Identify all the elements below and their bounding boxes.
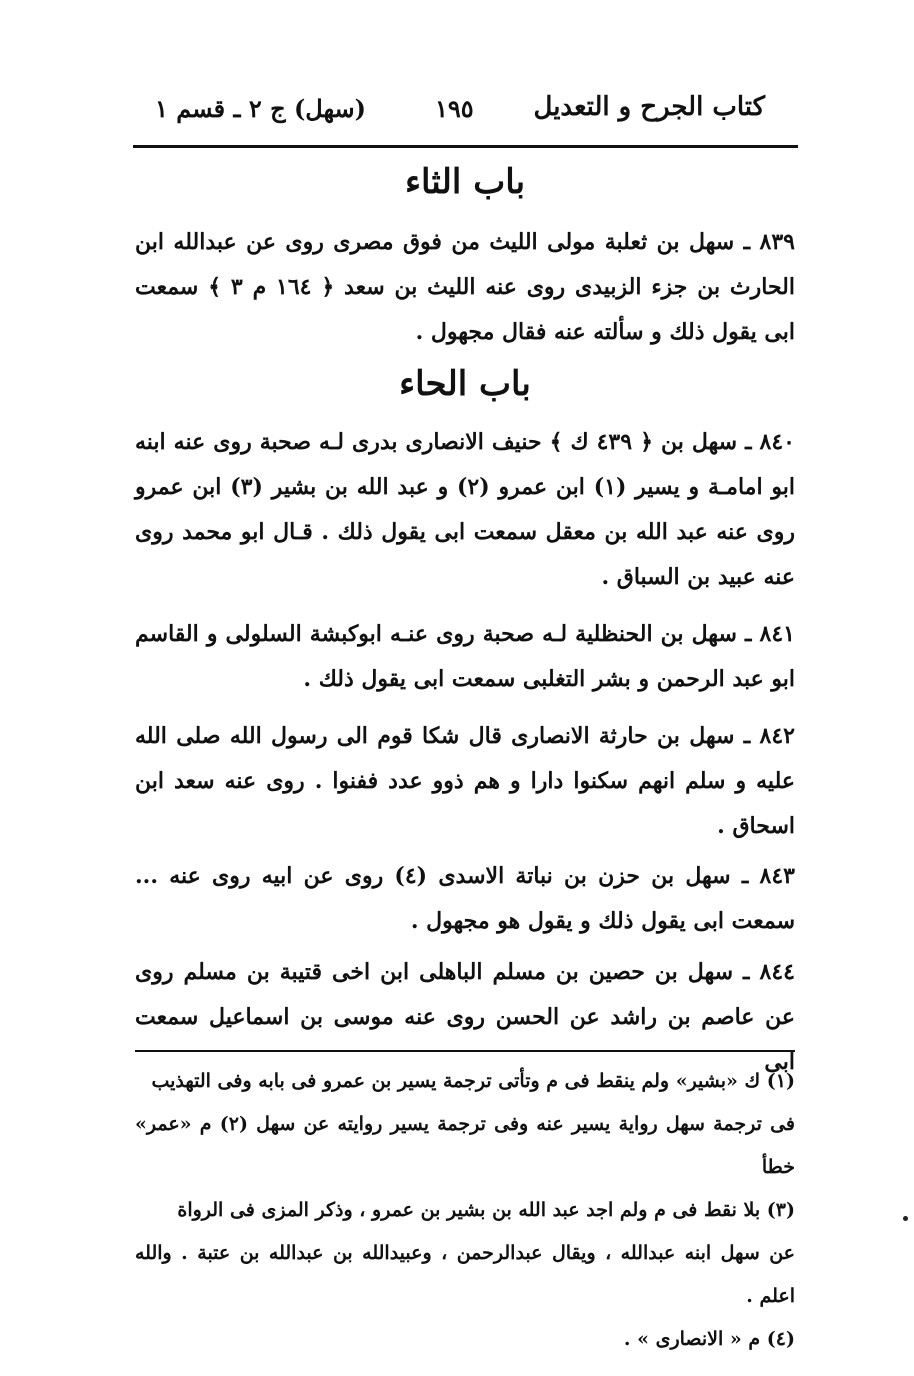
entry-839: [135, 220, 795, 355]
footnote-line: عن سهل ابنه عبدالله ، ويقال عبدالرحمن ، وعبيدالله بن عبدالله بن عتبة . والله اعلم .: [135, 1242, 795, 1307]
entry-number: ٨٤٢: [759, 723, 795, 749]
footnote-line: (٣) بلا نقط فى م ولم اجد عبد الله بن بشير بن عمرو ، وذكر المزى فى الرواة: [177, 1199, 795, 1221]
entry-text: ـ سهل بن الحنظلية لـه صحبة روى عنـه ابوكبشة السلولى و القاسم ابو عبد الرحمن و بشر التغلبى سمعت ابى يقول ذلك .: [135, 621, 795, 692]
entry-840: [135, 420, 795, 600]
chapter-heading-ha: باب الحاء: [399, 364, 531, 404]
entry-number: ٨٤٤: [759, 959, 795, 985]
volume-part: (سهل) ج ٢ ـ قسم ١: [155, 94, 366, 123]
entry-text: ـ سهل بن ﴿ ٤٣٩ ك ﴾ حنيف الانصارى بدرى لـه صحبة روى عنه ابنه ابو امامـة و يسير (١) ابن عمرو (٢) و عبد الله بن بشير (٣) ابن عمرو روى عنه عبد الله بن معقل سمعت ابى يقول ذلك . قـال ابو محمد روى عنه عبيد بن السباق .: [135, 429, 795, 590]
entry-843: [135, 854, 795, 944]
running-header: [135, 84, 795, 134]
footnotes: [135, 1060, 795, 1361]
header-rule: [133, 145, 798, 148]
footnote-line: (٤) م « الانصارى » .: [623, 1328, 795, 1350]
footnote-line: (١) ك «بشير» ولم ينقط فى م وتأتى ترجمة يسير بن عمرو فى بابه وفى التهذيب: [151, 1070, 795, 1092]
page-number: ١٩٥: [435, 94, 474, 123]
entry-text: ـ سهل بن حزن بن نباتة الاسدى (٤) روى عن ابيه روى عنه ... سمعت ابى يقول ذلك و يقول هو مجهول .: [135, 863, 795, 934]
entry-number: ٨٤٠: [759, 429, 795, 455]
entry-842: [135, 714, 795, 849]
entry-841: [135, 612, 795, 702]
footnote-line: فى ترجمة سهل رواية يسير عنه وفى ترجمة يسير روايته عن سهل (٢) م «عمر» خطأ: [135, 1113, 795, 1178]
entry-number: ٨٤١: [759, 621, 795, 647]
book-title: كتاب الجرح و التعديل: [533, 92, 765, 122]
entry-text: ـ سهل بن حارثة الانصارى قال شكا قوم الى رسول الله صلى الله عليه و سلم انهم سكنوا دارا و هم ذوو عدد ففنوا . روى عنه سعد ابن اسحاق .: [135, 723, 795, 839]
entry-text: ـ سهل بن حصين بن مسلم الباهلى ابن اخى قتيبة بن مسلم روى عن عاصم بن راشد عن الحسن روى عنه موسى بن اسماعيل سمعت ابى: [135, 959, 795, 1075]
scan-edge-mark: [903, 1216, 908, 1221]
entry-number: ٨٣٩: [759, 229, 795, 255]
entry-number: ٨٤٣: [759, 863, 795, 889]
entry-text: ـ سهل بن ثعلبة مولى الليث من فوق مصرى روى عن عبدالله ابن الحارث بن جزء الزبيدى روى عنه الليث بن سعد ﴿ ١٦٤ م ٣ ﴾ سمعت ابى يقول ذلك و سألته عنه فقال مجهول .: [135, 229, 795, 345]
chapter-heading-tha: باب الثاء: [404, 162, 526, 202]
footnote-rule: [135, 1050, 795, 1052]
